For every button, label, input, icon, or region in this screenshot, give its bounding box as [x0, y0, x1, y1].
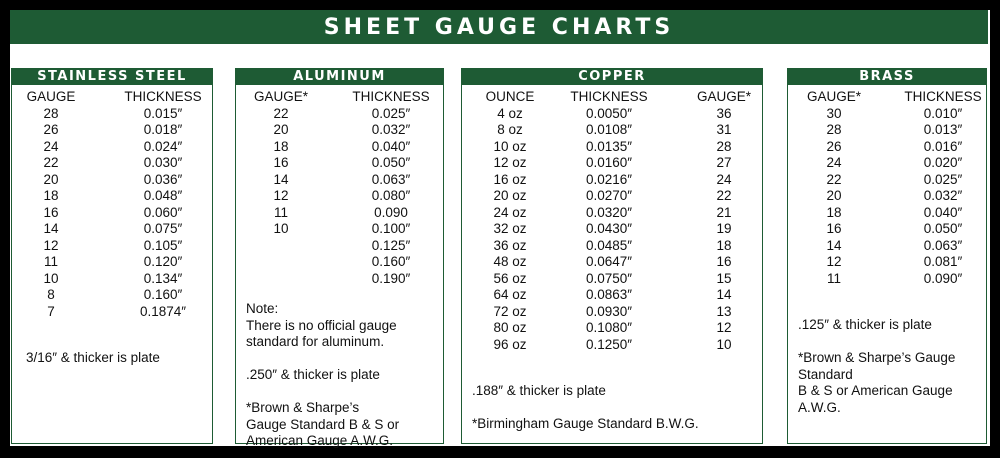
table-cell: 19	[716, 221, 732, 236]
table-cell: 56 oz	[493, 270, 527, 286]
table-cell: 0.0485″	[585, 237, 633, 253]
table-cell: 36 oz	[493, 237, 527, 253]
table-cell: 15	[716, 270, 732, 286]
table-cell: 14	[43, 221, 59, 236]
table-cell: 16	[716, 254, 732, 269]
table-cell: 28	[716, 138, 732, 154]
column-header: THICKNESS	[352, 89, 430, 104]
table-cell: 28	[826, 122, 842, 137]
table-cell: 0.063″	[923, 237, 963, 253]
table-cell: 36	[716, 105, 732, 121]
table-cell: 11	[273, 204, 288, 220]
table-cell: 14	[716, 287, 732, 302]
aluminum-panel	[235, 68, 444, 448]
table-cell: 11	[826, 270, 841, 286]
copper-plate-note: .188″ & thicker is plate	[472, 383, 606, 398]
table-cell: 4 oz	[497, 105, 523, 121]
table-cell: 0.048″	[143, 188, 183, 203]
table-cell: 10	[716, 336, 732, 352]
column-header: THICKNESS	[124, 89, 202, 104]
table-cell: 20	[273, 122, 289, 137]
table-cell: 0.075″	[143, 221, 183, 236]
table-cell: 0.060″	[143, 204, 183, 220]
table-cell: 24	[43, 138, 59, 154]
table-cell: 0.015″	[143, 105, 183, 121]
table-cell: 0.025″	[923, 171, 963, 187]
table-cell: 0.1080″	[585, 320, 633, 335]
aluminum-thickness-column	[348, 89, 434, 287]
table-cell: 22	[826, 171, 842, 187]
column-header: GAUGE*	[253, 89, 308, 104]
table-cell: 20	[43, 171, 59, 187]
table-cell: 20 oz	[493, 188, 527, 203]
table-cell: 0.036″	[143, 171, 183, 187]
table-cell: 18	[716, 237, 732, 253]
table-cell: 0.025″	[371, 105, 411, 121]
copper-gauge-column	[694, 89, 754, 353]
table-cell: 10 oz	[493, 138, 527, 154]
table-cell: 0.018″	[143, 122, 183, 137]
table-cell: 7	[47, 303, 55, 319]
table-cell: 28	[43, 105, 59, 121]
table-cell: 0.013″	[923, 122, 963, 137]
table-cell: 72 oz	[493, 303, 527, 319]
page-title: SHEET GAUGE CHARTS	[10, 10, 988, 44]
table-cell: 0.0108″	[585, 122, 633, 137]
table-cell: 24	[716, 171, 732, 187]
table-cell: 16	[826, 221, 842, 236]
brass-panel	[787, 68, 987, 444]
table-cell: 0.0216″	[585, 171, 633, 187]
table-cell: 0.125″	[371, 237, 411, 253]
table-cell: 13	[716, 303, 732, 319]
table-cell: 0.1250″	[585, 336, 633, 352]
table-cell: 27	[716, 155, 732, 170]
table-cell: 26	[826, 138, 842, 154]
aluminum-standard-note: Note: There is no official gauge standard for aluminum.	[246, 301, 397, 349]
table-cell: 0.020″	[923, 155, 963, 170]
table-cell: 8 oz	[497, 122, 523, 137]
table-cell: 0.0647″	[585, 254, 633, 269]
table-cell: 80 oz	[493, 320, 527, 335]
table-cell: 18	[273, 138, 289, 154]
table-cell: 11	[43, 254, 58, 269]
copper-thickness-column	[566, 89, 652, 353]
table-cell: 0.016″	[923, 138, 963, 154]
table-cell: 0.081″	[923, 254, 963, 269]
table-cell: 0.0930″	[585, 303, 633, 319]
table-cell: 0.063″	[371, 171, 411, 187]
table-cell: 0.120″	[143, 254, 183, 269]
column-header: THICKNESS	[904, 89, 982, 104]
table-cell: 32 oz	[493, 221, 527, 236]
brass-gauge-column	[804, 89, 864, 287]
table-cell: 18	[826, 204, 842, 220]
gauge-chart-sheet	[10, 10, 990, 446]
table-cell: 0.090″	[923, 270, 963, 286]
column-header: GAUGE*	[806, 89, 861, 104]
table-cell: 16	[273, 155, 289, 170]
brass-thickness-column	[900, 89, 986, 287]
brass-heading: BRASS	[787, 68, 987, 85]
column-header: GAUGE*	[696, 89, 751, 104]
table-cell: 10	[43, 270, 59, 286]
table-cell: 0.010″	[923, 105, 963, 121]
table-cell: 0.0135″	[585, 138, 633, 154]
table-cell: 0.0320″	[585, 204, 633, 220]
copper-panel	[461, 68, 763, 444]
column-header: OUNCE	[485, 89, 535, 104]
stainless-plate-note: 3/16″ & thicker is plate	[26, 350, 160, 365]
table-cell: 0.134″	[143, 270, 183, 286]
stainless-gauge-column	[26, 89, 76, 320]
copper-heading: COPPER	[461, 68, 763, 85]
aluminum-gauge-standard-note: *Brown & Sharpe’s Gauge Standard B & S or American Gauge A.W.G.	[246, 400, 400, 448]
table-cell: 24 oz	[493, 204, 527, 220]
table-cell: 12 oz	[493, 155, 527, 170]
brass-gauge-standard-note: *Brown & Sharpe’s Gauge Standard B & S or American Gauge A.W.G.	[798, 350, 956, 415]
copper-ounce-column	[480, 89, 540, 353]
table-cell: 18	[43, 188, 59, 203]
table-cell: 0.032″	[371, 122, 411, 137]
table-cell: 22	[716, 188, 732, 203]
table-cell: 0.0863″	[585, 287, 633, 302]
table-cell: 0.032″	[923, 188, 963, 203]
table-cell: 0.050″	[923, 221, 963, 236]
table-cell: 0.160″	[371, 254, 411, 269]
table-cell: 0.040″	[923, 204, 963, 220]
table-cell: 31	[716, 122, 732, 137]
table-cell: 30	[826, 105, 842, 121]
aluminum-gauge-column	[252, 89, 310, 238]
table-cell: 0.030″	[143, 155, 183, 170]
table-cell: 0.190″	[371, 270, 411, 286]
table-cell: 22	[273, 105, 289, 121]
table-cell: 12	[826, 254, 842, 269]
aluminum-heading: ALUMINUM	[235, 68, 444, 85]
table-cell: 0.1874″	[139, 303, 187, 319]
stainless-steel-panel	[11, 68, 213, 444]
table-cell: 20	[826, 188, 842, 203]
stainless-thickness-column	[120, 89, 206, 320]
table-cell: 0.0430″	[585, 221, 633, 236]
table-cell: 64 oz	[493, 287, 527, 302]
table-cell: 0.100″	[371, 221, 411, 236]
table-cell: 96 oz	[493, 336, 527, 352]
table-cell: 8	[47, 287, 55, 302]
table-cell: 24	[826, 155, 842, 170]
table-cell: 0.105″	[143, 237, 183, 253]
table-cell: 22	[43, 155, 59, 170]
copper-gauge-standard-note: *Birmingham Gauge Standard B.W.G.	[472, 416, 699, 431]
column-header: THICKNESS	[570, 89, 648, 104]
table-cell: 14	[826, 237, 842, 253]
table-cell: 0.080″	[371, 188, 411, 203]
table-cell: 12	[716, 320, 732, 335]
table-cell: 21	[716, 204, 732, 220]
stainless-steel-heading: STAINLESS STEEL	[11, 68, 213, 85]
table-cell: 14	[273, 171, 289, 187]
table-cell: 0.0050″	[585, 105, 633, 121]
brass-plate-note: .125″ & thicker is plate	[798, 317, 932, 332]
table-cell: 0.160″	[143, 287, 183, 302]
column-header: GAUGE	[26, 89, 76, 104]
table-cell: 0.0160″	[585, 155, 633, 170]
table-cell: 10	[273, 221, 289, 236]
table-cell: 26	[43, 122, 59, 137]
table-cell: 16	[43, 204, 59, 220]
aluminum-plate-note: .250″ & thicker is plate	[246, 367, 380, 382]
table-cell: 0.040″	[371, 138, 411, 154]
table-cell: 0.050″	[371, 155, 411, 170]
table-cell: 12	[43, 237, 59, 253]
table-cell: 0.024″	[143, 138, 183, 154]
table-cell: 12	[273, 188, 289, 203]
table-cell: 0.0270″	[585, 188, 633, 203]
table-cell: 16 oz	[493, 171, 527, 187]
table-cell: 48 oz	[493, 254, 527, 269]
table-cell: 0.0750″	[585, 270, 633, 286]
table-cell: 0.090	[374, 204, 408, 220]
